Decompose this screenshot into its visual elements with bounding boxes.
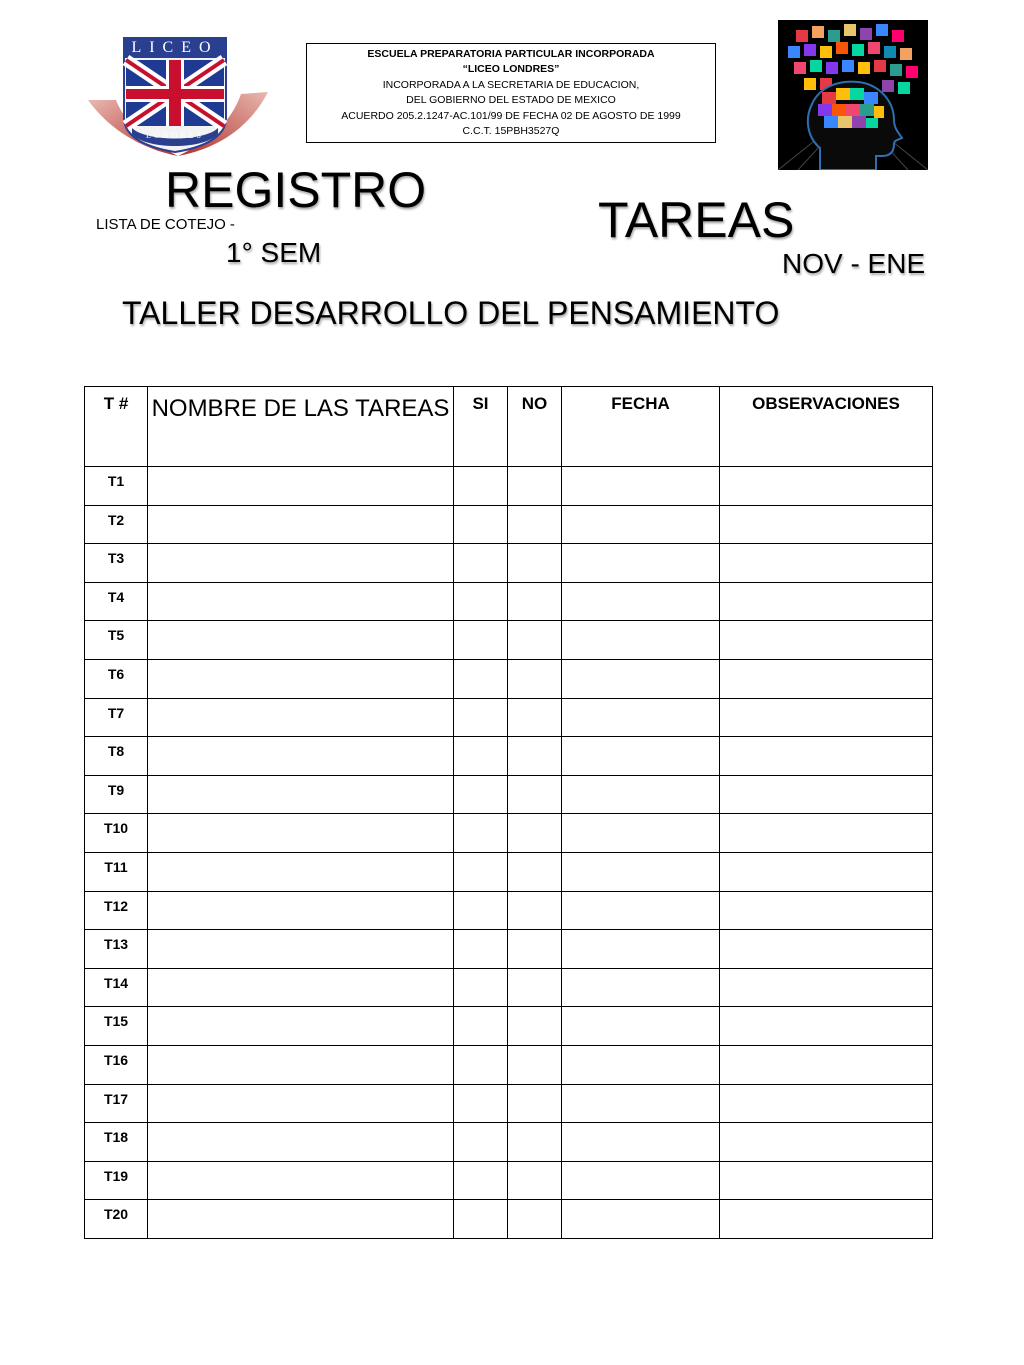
fecha-cell[interactable]	[562, 1084, 720, 1123]
task-name-cell[interactable]	[148, 505, 454, 544]
no-cell[interactable]	[508, 1123, 562, 1162]
fecha-cell[interactable]	[562, 467, 720, 506]
task-number-cell: T10	[85, 814, 148, 853]
school-header-line6: C.C.T. 15PBH3527Q	[462, 125, 560, 137]
si-cell[interactable]	[454, 582, 508, 621]
observaciones-cell[interactable]	[720, 775, 933, 814]
fecha-cell[interactable]	[562, 1200, 720, 1239]
observaciones-cell[interactable]	[720, 467, 933, 506]
task-number-cell: T4	[85, 582, 148, 621]
subtitle-lista-de-cotejo: LISTA DE COTEJO -	[96, 216, 235, 233]
fecha-cell[interactable]	[562, 1161, 720, 1200]
table-row	[85, 891, 933, 930]
table-header-row	[85, 387, 933, 467]
no-cell[interactable]	[508, 467, 562, 506]
header-no: NO	[508, 387, 562, 467]
observaciones-cell[interactable]	[720, 737, 933, 776]
table-row	[85, 582, 933, 621]
table-row	[85, 659, 933, 698]
no-cell[interactable]	[508, 1084, 562, 1123]
observaciones-cell[interactable]	[720, 582, 933, 621]
observaciones-cell[interactable]	[720, 930, 933, 969]
task-number-cell: T13	[85, 930, 148, 969]
task-number-cell: T19	[85, 1161, 148, 1200]
fecha-cell[interactable]	[562, 1007, 720, 1046]
fecha-cell[interactable]	[562, 698, 720, 737]
subtitle-semester: 1° SEM	[226, 237, 322, 268]
header-observaciones: OBSERVACIONES	[720, 387, 933, 467]
school-header-line2: “LICEO LONDRES”	[462, 63, 560, 75]
task-name-cell[interactable]	[148, 930, 454, 969]
no-cell[interactable]	[508, 968, 562, 1007]
fecha-cell[interactable]	[562, 968, 720, 1007]
si-cell[interactable]	[454, 930, 508, 969]
task-name-cell[interactable]	[148, 1200, 454, 1239]
task-number-cell: T9	[85, 775, 148, 814]
task-number-cell: T20	[85, 1200, 148, 1239]
si-cell[interactable]	[454, 814, 508, 853]
task-number-cell: T12	[85, 891, 148, 930]
task-name-cell[interactable]	[148, 852, 454, 891]
course-title: TALLER DESARROLLO DEL PENSAMIENTO	[122, 295, 780, 331]
si-cell[interactable]	[454, 1084, 508, 1123]
task-name-cell[interactable]	[148, 544, 454, 583]
task-number-cell: T5	[85, 621, 148, 660]
task-name-cell[interactable]	[148, 814, 454, 853]
si-cell[interactable]	[454, 621, 508, 660]
table-row	[85, 467, 933, 506]
table-row	[85, 814, 933, 853]
brain-puzzle-icon	[778, 20, 928, 170]
task-number-cell: T6	[85, 659, 148, 698]
table-row	[85, 930, 933, 969]
si-cell[interactable]	[454, 1007, 508, 1046]
task-name-cell[interactable]	[148, 1045, 454, 1084]
table-row	[85, 737, 933, 776]
observaciones-cell[interactable]	[720, 659, 933, 698]
observaciones-cell[interactable]	[720, 621, 933, 660]
observaciones-cell[interactable]	[720, 1161, 933, 1200]
fecha-cell[interactable]	[562, 930, 720, 969]
table-row	[85, 968, 933, 1007]
header-si: SI	[454, 387, 508, 467]
fecha-cell[interactable]	[562, 814, 720, 853]
fecha-cell[interactable]	[562, 621, 720, 660]
task-name-cell[interactable]	[148, 775, 454, 814]
no-cell[interactable]	[508, 1007, 562, 1046]
si-cell[interactable]	[454, 852, 508, 891]
no-cell[interactable]	[508, 930, 562, 969]
title-registro: REGISTRO	[165, 162, 427, 218]
task-name-cell[interactable]	[148, 659, 454, 698]
school-header-line4: DEL GOBIERNO DEL ESTADO DE MEXICO	[406, 94, 616, 106]
no-cell[interactable]	[508, 505, 562, 544]
no-cell[interactable]	[508, 1200, 562, 1239]
table-row	[85, 1200, 933, 1239]
fecha-cell[interactable]	[562, 544, 720, 583]
observaciones-cell[interactable]	[720, 814, 933, 853]
table-row	[85, 1161, 933, 1200]
si-cell[interactable]	[454, 1161, 508, 1200]
fecha-cell[interactable]	[562, 891, 720, 930]
si-cell[interactable]	[454, 1123, 508, 1162]
no-cell[interactable]	[508, 582, 562, 621]
task-number-cell: T2	[85, 505, 148, 544]
task-number-cell: T8	[85, 737, 148, 776]
observaciones-cell[interactable]	[720, 1123, 933, 1162]
si-cell[interactable]	[454, 698, 508, 737]
no-cell[interactable]	[508, 698, 562, 737]
task-number-cell: T11	[85, 852, 148, 891]
si-cell[interactable]	[454, 737, 508, 776]
no-cell[interactable]	[508, 1161, 562, 1200]
task-name-cell[interactable]	[148, 1007, 454, 1046]
no-cell[interactable]	[508, 814, 562, 853]
task-name-cell[interactable]	[148, 698, 454, 737]
observaciones-cell[interactable]	[720, 505, 933, 544]
fecha-cell[interactable]	[562, 852, 720, 891]
task-number-cell: T3	[85, 544, 148, 583]
no-cell[interactable]	[508, 1045, 562, 1084]
fecha-cell[interactable]	[562, 737, 720, 776]
no-cell[interactable]	[508, 852, 562, 891]
logo-text-bottom: LONDRES	[146, 131, 204, 140]
si-cell[interactable]	[454, 891, 508, 930]
observaciones-cell[interactable]	[720, 544, 933, 583]
table-row	[85, 1045, 933, 1084]
observaciones-cell[interactable]	[720, 891, 933, 930]
observaciones-cell[interactable]	[720, 1084, 933, 1123]
table-row	[85, 698, 933, 737]
fecha-cell[interactable]	[562, 775, 720, 814]
school-header-line3: INCORPORADA A LA SECRETARIA DE EDUCACION,	[382, 78, 640, 91]
school-header-box	[306, 43, 716, 143]
observaciones-cell[interactable]	[720, 968, 933, 1007]
si-cell[interactable]	[454, 659, 508, 698]
header-fecha: FECHA	[562, 387, 720, 467]
fecha-cell[interactable]	[562, 582, 720, 621]
si-cell[interactable]	[454, 505, 508, 544]
task-number-cell: T7	[85, 698, 148, 737]
fecha-cell[interactable]	[562, 1045, 720, 1084]
observaciones-cell[interactable]	[720, 698, 933, 737]
table-row	[85, 775, 933, 814]
observaciones-cell[interactable]	[720, 1007, 933, 1046]
si-cell[interactable]	[454, 968, 508, 1007]
si-cell[interactable]	[454, 544, 508, 583]
table-row	[85, 1123, 933, 1162]
no-cell[interactable]	[508, 621, 562, 660]
si-cell[interactable]	[454, 467, 508, 506]
table-row	[85, 505, 933, 544]
header-task-name: NOMBRE DE LAS TAREAS	[148, 387, 454, 467]
task-number-cell: T16	[85, 1045, 148, 1084]
table-row	[85, 621, 933, 660]
table-row	[85, 852, 933, 891]
fecha-cell[interactable]	[562, 659, 720, 698]
no-cell[interactable]	[508, 544, 562, 583]
task-number-cell: T17	[85, 1084, 148, 1123]
school-header-line1: ESCUELA PREPARATORIA PARTICULAR INCORPORADA	[367, 47, 655, 60]
task-name-cell[interactable]	[148, 1084, 454, 1123]
observaciones-cell[interactable]	[720, 852, 933, 891]
observaciones-cell[interactable]	[720, 1045, 933, 1084]
school-logo	[86, 30, 270, 162]
table-row	[85, 1084, 933, 1123]
task-name-cell[interactable]	[148, 1123, 454, 1162]
observaciones-cell[interactable]	[720, 1200, 933, 1239]
task-name-cell[interactable]	[148, 582, 454, 621]
task-name-cell[interactable]	[148, 1161, 454, 1200]
tasks-table	[84, 386, 933, 1239]
no-cell[interactable]	[508, 659, 562, 698]
no-cell[interactable]	[508, 737, 562, 776]
task-name-cell[interactable]	[148, 621, 454, 660]
si-cell[interactable]	[454, 1200, 508, 1239]
title-tareas: TAREAS	[598, 192, 795, 248]
no-cell[interactable]	[508, 775, 562, 814]
si-cell[interactable]	[454, 1045, 508, 1084]
si-cell[interactable]	[454, 775, 508, 814]
task-number-cell: T14	[85, 968, 148, 1007]
fecha-cell[interactable]	[562, 1123, 720, 1162]
task-name-cell[interactable]	[148, 968, 454, 1007]
table-row	[85, 1007, 933, 1046]
brain-illustration	[778, 20, 928, 170]
task-name-cell[interactable]	[148, 891, 454, 930]
task-number-cell: T18	[85, 1123, 148, 1162]
period-label: NOV - ENE	[782, 248, 926, 279]
no-cell[interactable]	[508, 891, 562, 930]
header-task-number: T #	[85, 387, 148, 467]
task-number-cell: T15	[85, 1007, 148, 1046]
task-number-cell: T1	[85, 467, 148, 506]
task-name-cell[interactable]	[148, 737, 454, 776]
logo-text-top: LICEO	[131, 39, 219, 56]
fecha-cell[interactable]	[562, 505, 720, 544]
table-row	[85, 544, 933, 583]
school-header-line5: ACUERDO 205.2.1247-AC.101/99 DE FECHA 02 DE AGOSTO DE 1999	[341, 109, 681, 122]
task-name-cell[interactable]	[148, 467, 454, 506]
